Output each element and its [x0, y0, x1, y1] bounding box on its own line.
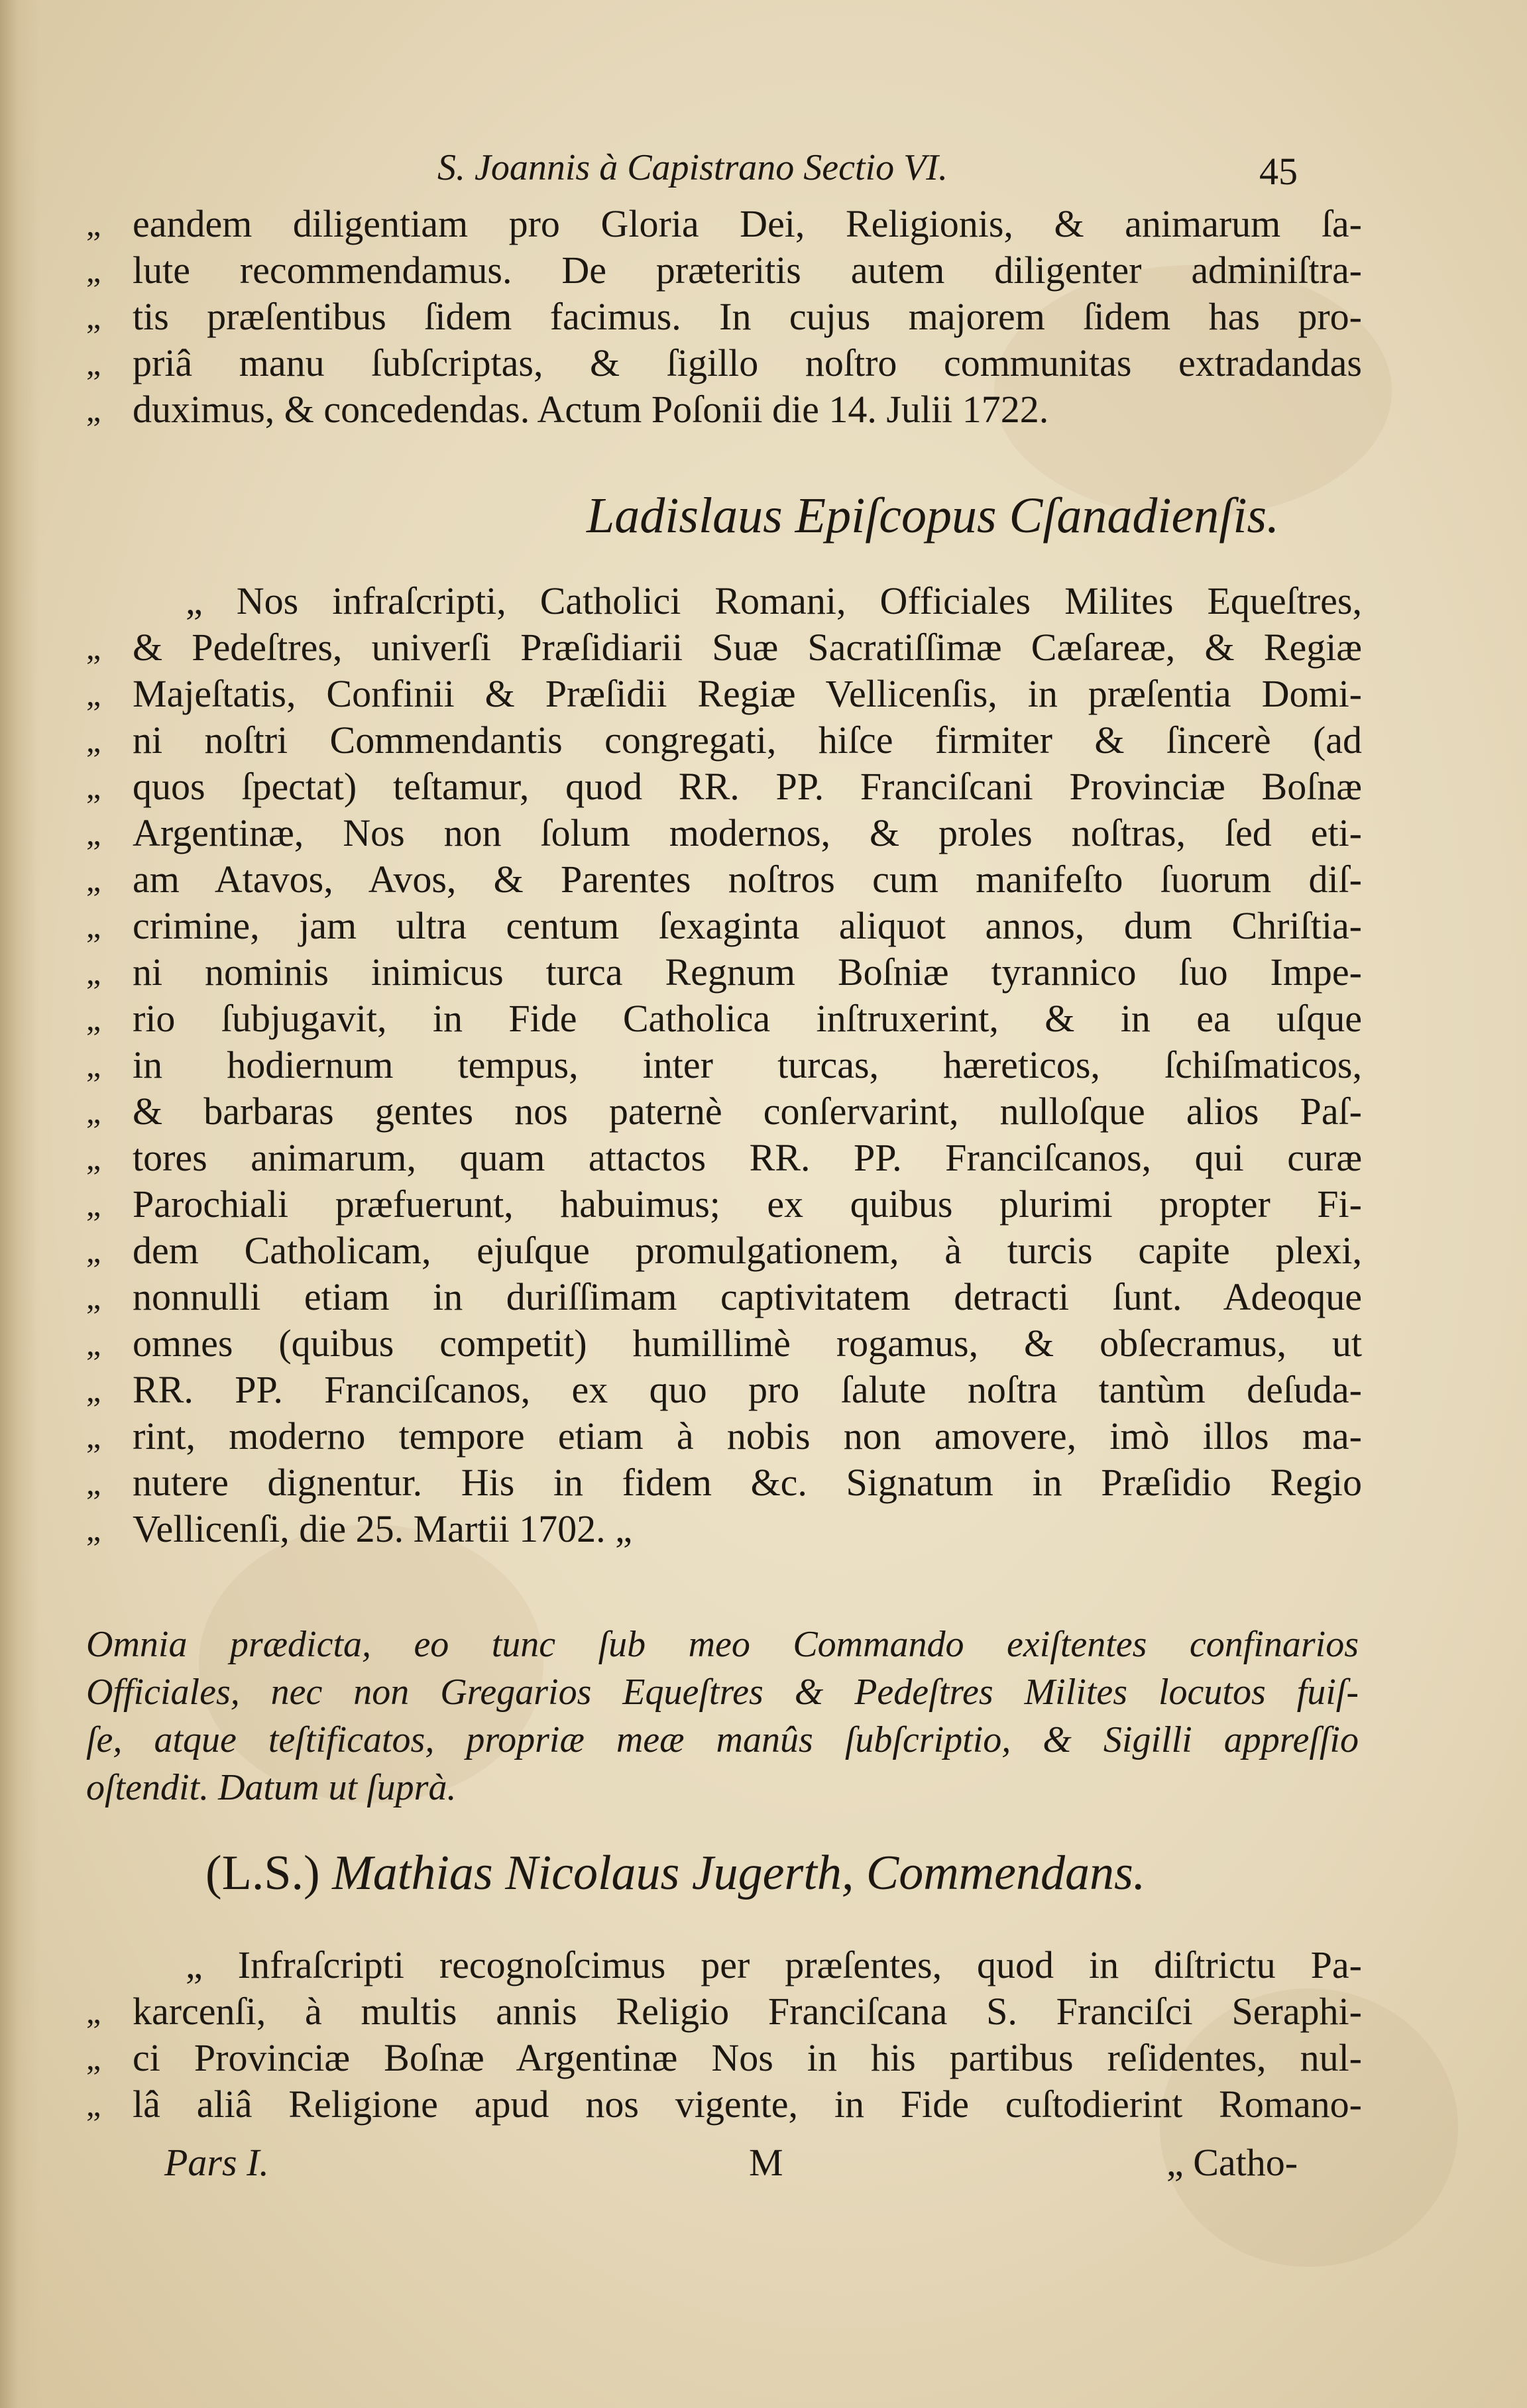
text-line — [0, 903, 1527, 949]
quote-mark: „ — [86, 298, 101, 335]
signature-jugerth — [205, 1840, 1145, 1906]
line-text: Officiales, nec non Gregarios Equeſtres & Pedeſtres Milites locutos fuiſ- — [86, 1672, 1359, 1713]
text-line — [0, 1274, 1527, 1320]
text-line — [0, 578, 1527, 624]
text-line — [0, 386, 1527, 433]
text-line — [0, 1181, 1527, 1228]
text-line — [0, 717, 1527, 764]
quote-mark: „ — [86, 1139, 101, 1176]
text-line — [0, 1460, 1527, 1506]
text-line — [0, 340, 1527, 386]
quote-mark: „ — [86, 675, 101, 713]
line-text: karcenſi, à multis annis Religio Franciſcana S. Franciſci Seraphi- — [133, 1990, 1362, 2033]
line-text: omnes (quibus competit) humillimè rogamus, & obſecramus, ut — [133, 1322, 1362, 1365]
quote-mark: „ — [86, 1232, 101, 1269]
text-line — [0, 810, 1527, 856]
line-text: Omnia prædicta, eo tunc ſub meo Commando exiſtentes confinarios — [86, 1624, 1359, 1665]
line-text: nutere dignentur. His in fidem &c. Signatum in Præſidio Regio — [133, 1461, 1362, 1504]
part-label: Pars I. — [164, 2141, 269, 2184]
quote-mark: „ — [86, 205, 101, 243]
catchword: „ Catho- — [1166, 2141, 1298, 2184]
quote-mark: „ — [86, 345, 101, 382]
text-line — [0, 1088, 1527, 1135]
text-line — [0, 1621, 1527, 1668]
line-text: ni nominis inimicus turca Regnum Boſniæ tyrannico ſuo Impe- — [133, 950, 1362, 994]
quote-mark: „ — [86, 2039, 101, 2077]
line-text: quos ſpectat) teſtamur, quod RR. PP. Franciſcani Provinciæ Boſnæ — [133, 765, 1362, 808]
quote-mark: „ — [86, 1047, 101, 1084]
text-line — [0, 1042, 1527, 1088]
line-text: Argentinæ, Nos non ſolum modernos, & proles noſtras, ſed eti- — [133, 811, 1362, 854]
quote-mark: „ — [86, 1000, 101, 1037]
text-line — [0, 764, 1527, 810]
quote-mark: „ — [86, 1371, 101, 1408]
line-text: tores animarum, quam attactos RR. PP. Franciſcanos, qui curæ — [133, 1136, 1362, 1179]
signatory-name: Mathias Nicolaus Jugerth, Commendans. — [332, 1846, 1146, 1900]
text-line — [0, 1506, 1527, 1552]
quote-mark: „ — [86, 954, 101, 991]
quote-mark: „ — [86, 252, 101, 289]
line-text: „ Infraſcripti recognoſcimus per præſentes, quod in diſtrictu Pa- — [186, 1943, 1362, 1986]
quote-mark: „ — [86, 722, 101, 759]
quote-mark: „ — [86, 1993, 101, 2030]
line-text: nonnulli etiam in duriſſimam captivitatem detracti ſunt. Adeoque — [133, 1275, 1362, 1318]
line-text: ni noſtri Commendantis congregati, hiſce firmiter & ſincerè (ad — [133, 718, 1362, 762]
text-line — [0, 201, 1527, 247]
text-line — [0, 1413, 1527, 1460]
line-text: priâ manu ſubſcriptas, & ſigillo noſtro communitas extradandas — [133, 341, 1362, 384]
line-text: & Pedeſtres, univerſi Præſidiarii Suæ Sacratiſſimæ Cæſareæ, & Regiæ — [133, 626, 1362, 669]
line-text: ci Provinciæ Boſnæ Argentinæ Nos in his partibus reſidentes, nul- — [133, 2036, 1362, 2079]
quote-mark: „ — [86, 907, 101, 945]
text-line — [0, 949, 1527, 996]
line-text: rint, moderno tempore etiam à nobis non amovere, imò illos ma- — [133, 1414, 1362, 1458]
text-line — [0, 2081, 1527, 2128]
text-line — [0, 1717, 1527, 1763]
text-line — [0, 294, 1527, 340]
line-text: & barbaras gentes nos paternè conſervarint, nulloſque alios Paſ- — [133, 1090, 1362, 1133]
line-text: Parochiali præfuerunt, habuimus; ex quibus plurimi propter Fi- — [133, 1182, 1362, 1226]
line-text: Vellicenſi, die 25. Martii 1702. „ — [133, 1507, 632, 1550]
quote-mark: „ — [86, 861, 101, 898]
page-number: 45 — [1259, 150, 1298, 193]
line-text: am Atavos, Avos, & Parentes noſtros cum manifeſto ſuorum diſ- — [133, 858, 1362, 901]
running-title: S. Joannis à Capistrano Sectio VI. — [437, 147, 948, 188]
quote-mark: „ — [86, 1093, 101, 1130]
quote-mark: „ — [86, 1186, 101, 1223]
text-line — [0, 2035, 1527, 2081]
text-line — [0, 1320, 1527, 1367]
text-line — [0, 856, 1527, 903]
line-text: dem Catholicam, ejuſque promulgationem, à turcis capite plexi, — [133, 1229, 1362, 1272]
quote-mark: „ — [86, 1511, 101, 1548]
text-line — [0, 624, 1527, 671]
text-line — [0, 1942, 1527, 1988]
line-text: duximus, & concedendas. Actum Poſonii die 14. Julii 1722. — [133, 388, 1049, 431]
text-line — [0, 996, 1527, 1042]
signature-mark: M — [749, 2141, 783, 2184]
text-line — [0, 1367, 1527, 1413]
text-line — [0, 1228, 1527, 1274]
text-line — [0, 1764, 1527, 1811]
line-text: tis præſentibus ſidem facimus. In cujus majorem ſidem has pro- — [133, 295, 1362, 338]
quote-mark: „ — [86, 2086, 101, 2123]
text-line — [0, 671, 1527, 717]
line-text: oſtendit. Datum ut ſuprà. — [86, 1767, 457, 1808]
line-text: crimine, jam ultra centum ſexaginta aliquot annos, dum Chriſtia- — [133, 904, 1362, 947]
line-text: rio ſubjugavit, in Fide Catholica inſtruxerint, & in ea uſque — [133, 997, 1362, 1040]
text-line — [0, 247, 1527, 294]
line-text: lâ aliâ Religione apud nos vigente, in Fide cuſtodierint Romano- — [133, 2083, 1362, 2126]
signature-ladislaus: Ladislaus Epiſcopus Cſanadienſis. — [587, 488, 1280, 544]
line-text: lute recommendamus. De præteritis autem diligenter adminiſtra- — [133, 249, 1362, 292]
line-text: eandem diligentiam pro Gloria Dei, Religionis, & animarum ſa- — [133, 202, 1362, 245]
quote-mark: „ — [86, 1325, 101, 1362]
seal-mark: (L.S.) — [205, 1846, 320, 1900]
text-line — [0, 1135, 1527, 1181]
quote-mark: „ — [86, 815, 101, 852]
quote-mark: „ — [86, 629, 101, 666]
page-footer — [0, 2136, 1527, 2189]
quote-mark: „ — [86, 1464, 101, 1501]
line-text: ſe, atque teſtificatos, propriæ meæ manûs ſubſcriptio, & Sigilli appreſſio — [86, 1719, 1359, 1760]
quote-mark: „ — [86, 768, 101, 805]
line-text: RR. PP. Franciſcanos, ex quo pro ſalute noſtra tantùm deſuda- — [133, 1368, 1362, 1411]
page-header — [0, 138, 1527, 198]
quote-mark: „ — [86, 1279, 101, 1316]
quote-mark: „ — [86, 1418, 101, 1455]
quote-mark: „ — [86, 391, 101, 428]
line-text: „ Nos infraſcripti, Catholici Romani, Officiales Milites Equeſtres, — [186, 579, 1362, 622]
line-text: Majeſtatis, Confinii & Præſidii Regiæ Vellicenſis, in præſentia Domi- — [133, 672, 1362, 715]
line-text: in hodiernum tempus, inter turcas, hæreticos, ſchiſmaticos, — [133, 1043, 1362, 1086]
text-line — [0, 1669, 1527, 1715]
text-line — [0, 1988, 1527, 2035]
